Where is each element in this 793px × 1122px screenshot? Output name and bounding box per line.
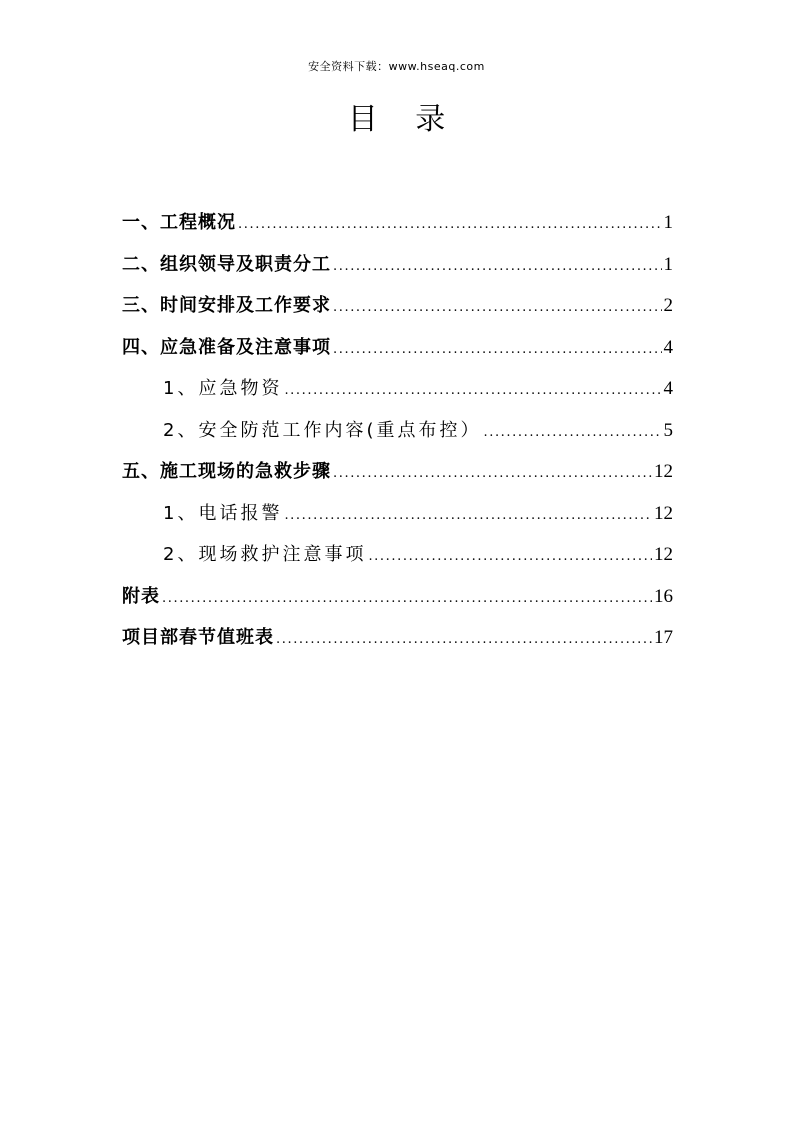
toc-entry-title: 2、安全防范工作内容(重点布控）	[163, 419, 482, 441]
toc-entry-5[interactable]	[122, 368, 673, 410]
toc-dot-leader	[333, 329, 662, 371]
toc-entry-title: 一、工程概况	[122, 212, 236, 233]
page-title	[0, 94, 793, 138]
toc-entry-1[interactable]	[122, 202, 673, 244]
toc-entry-title: 项目部春节值班表	[122, 627, 274, 648]
title-char-2: 录	[415, 102, 446, 137]
toc-page-number: 2	[663, 295, 673, 316]
toc-entry-title: 2、现场救护注意事项	[163, 544, 367, 565]
toc-entry-title: 附表	[122, 585, 160, 607]
table-of-contents	[122, 202, 673, 659]
toc-page-number: 12	[654, 461, 673, 482]
toc-entry-11[interactable]	[122, 617, 673, 659]
toc-dot-leader	[162, 578, 652, 620]
toc-dot-leader	[238, 204, 662, 246]
toc-entry-title: 1、电话报警	[163, 502, 283, 524]
toc-page-number: 1	[663, 253, 673, 275]
toc-page-number: 4	[663, 336, 673, 358]
toc-entry-title: 1、应急物资	[163, 378, 283, 399]
toc-entry-4[interactable]	[122, 327, 673, 369]
toc-page-number: 17	[654, 627, 673, 648]
toc-entry-6[interactable]	[122, 410, 673, 452]
toc-page-number: 12	[654, 544, 673, 565]
toc-dot-leader	[333, 453, 652, 495]
toc-entry-2[interactable]	[122, 244, 673, 286]
toc-dot-leader	[483, 412, 661, 454]
toc-page-number: 1	[663, 212, 673, 233]
toc-dot-leader	[284, 370, 661, 412]
toc-entry-10[interactable]	[122, 576, 673, 618]
toc-page-number: 12	[654, 502, 673, 524]
toc-dot-leader	[368, 536, 652, 578]
toc-entry-title: 五、施工现场的急救步骤	[122, 461, 331, 482]
toc-entry-title: 二、组织领导及职责分工	[122, 253, 331, 275]
toc-entry-9[interactable]	[122, 534, 673, 576]
toc-page-number: 5	[663, 419, 673, 441]
toc-dot-leader	[333, 246, 662, 288]
toc-entry-title: 三、时间安排及工作要求	[122, 295, 331, 316]
title-char-1: 目	[347, 102, 378, 137]
toc-entry-3[interactable]	[122, 285, 673, 327]
toc-dot-leader	[276, 619, 652, 661]
toc-entry-title: 四、应急准备及注意事项	[122, 336, 331, 358]
toc-dot-leader	[333, 287, 662, 329]
header-note: 安全资料下载：www.hseaq.com	[308, 60, 485, 73]
toc-dot-leader	[284, 495, 652, 537]
toc-entry-8[interactable]	[122, 493, 673, 535]
toc-page-number: 4	[663, 378, 673, 399]
toc-entry-7[interactable]	[122, 451, 673, 493]
toc-page-number: 16	[654, 585, 673, 607]
